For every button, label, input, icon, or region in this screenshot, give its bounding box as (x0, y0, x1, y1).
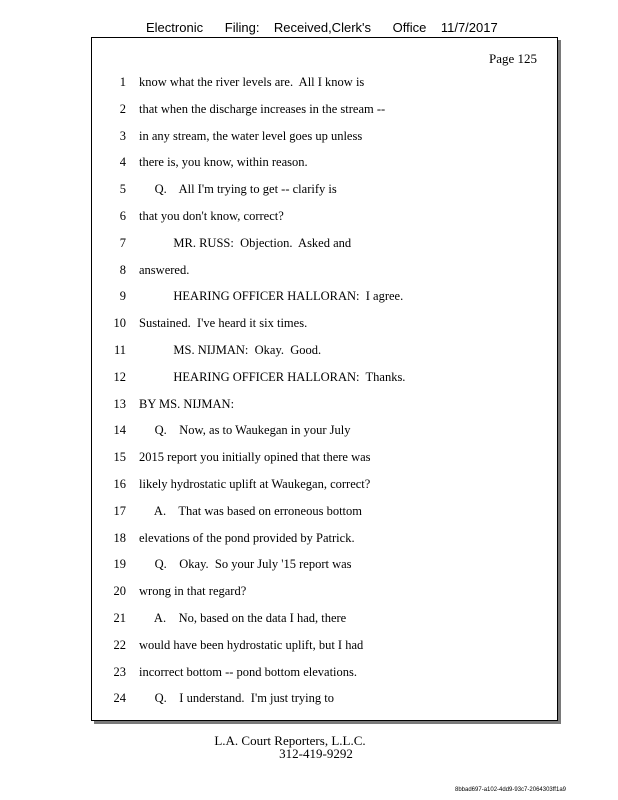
line-number: 7 (119, 235, 126, 250)
transcript-line (92, 664, 557, 680)
transcript-line (92, 422, 557, 438)
line-number: 18 (113, 530, 126, 545)
line-number: 19 (113, 557, 126, 572)
line-text: answered. (139, 262, 190, 277)
transcript-line (92, 556, 557, 572)
transcript-line (92, 342, 557, 358)
line-number: 6 (119, 209, 126, 223)
line-text: likely hydrostatic uplift at Waukegan, correct? (139, 477, 371, 491)
line-number: 12 (113, 369, 126, 384)
transcript-line (92, 690, 557, 706)
line-text: in any stream, the water level goes up unless (139, 128, 363, 143)
line-text: MR. RUSS: Objection. Asked and (139, 235, 352, 250)
transcript-line (92, 128, 557, 144)
line-text: that when the discharge increases in the stream -- (139, 101, 386, 116)
transcript-line (92, 503, 557, 519)
line-text: HEARING OFFICER HALLORAN: Thanks. (139, 369, 406, 384)
transcript-line (92, 610, 557, 626)
court-reporter-phone: 312-419-9292 (279, 746, 353, 761)
line-text: MS. NIJMAN: Okay. Good. (139, 343, 322, 357)
line-text: Sustained. I've heard it six times. (139, 316, 308, 331)
line-number: 24 (113, 691, 126, 706)
transcript-line (92, 288, 557, 304)
line-number: 10 (113, 316, 126, 331)
line-number: 16 (113, 477, 126, 491)
line-number: 3 (119, 128, 126, 143)
line-number: 1 (119, 75, 126, 89)
line-text: would have been hydrostatic uplift, but I had (139, 637, 364, 652)
line-number: 2 (119, 101, 126, 116)
line-number: 9 (119, 289, 126, 304)
transcript-line (92, 235, 557, 251)
court-reporter-company: L.A. Court Reporters, L.L.C. (214, 733, 366, 748)
line-number: 22 (113, 637, 126, 652)
line-number: 23 (113, 664, 126, 679)
line-text: wrong in that regard? (139, 584, 247, 599)
transcript-line (92, 208, 557, 224)
transcript-line (92, 637, 557, 653)
line-number: 20 (113, 584, 126, 599)
line-number: 21 (113, 611, 126, 625)
line-text: HEARING OFFICER HALLORAN: I agree. (139, 289, 404, 304)
transcript-line (92, 583, 557, 599)
transcript-line (92, 449, 557, 465)
transcript-line (92, 476, 557, 492)
line-text: that you don't know, correct? (139, 209, 284, 223)
transcript-line (92, 315, 557, 331)
filing-stamp-header: Electronic Filing: Received,Clerk's Office 11/7/2017 (146, 20, 498, 35)
line-number: 4 (119, 155, 126, 170)
line-text: BY MS. NIJMAN: (139, 396, 235, 411)
line-number: 13 (113, 396, 126, 411)
line-text: Q. I understand. I'm just trying to (139, 691, 334, 706)
transcript-page (91, 37, 558, 721)
transcript-line (92, 369, 557, 385)
transcript-line (92, 154, 557, 170)
line-text: know what the river levels are. All I know is (139, 75, 365, 89)
document-id: 8bbad697-a102-4dd9-93c7-2064303ff1a9 (455, 787, 566, 793)
line-text: incorrect bottom -- pond bottom elevations. (139, 664, 358, 679)
line-text: 2015 report you initially opined that there was (139, 450, 371, 465)
transcript-line (92, 262, 557, 278)
transcript-line (92, 74, 557, 90)
transcript-line (92, 396, 557, 412)
line-number: 14 (113, 423, 126, 438)
line-text: elevations of the pond provided by Patrick. (139, 530, 355, 545)
line-number: 15 (113, 450, 126, 465)
line-text: Q. All I'm trying to get -- clarify is (139, 182, 337, 197)
line-number: 8 (119, 262, 126, 277)
page-number-label: Page 125 (488, 51, 537, 66)
transcript-line (92, 101, 557, 117)
line-number: 17 (113, 503, 126, 518)
line-text: Q. Now, as to Waukegan in your July (139, 423, 351, 438)
line-text: there is, you know, within reason. (139, 155, 308, 170)
line-text: A. That was based on erroneous bottom (139, 503, 362, 518)
line-number: 5 (119, 182, 126, 197)
transcript-line (92, 181, 557, 197)
line-text: Q. Okay. So your July '15 report was (139, 557, 352, 572)
line-text: A. No, based on the data I had, there (139, 611, 347, 625)
line-number: 11 (113, 343, 126, 357)
transcript-line (92, 530, 557, 546)
